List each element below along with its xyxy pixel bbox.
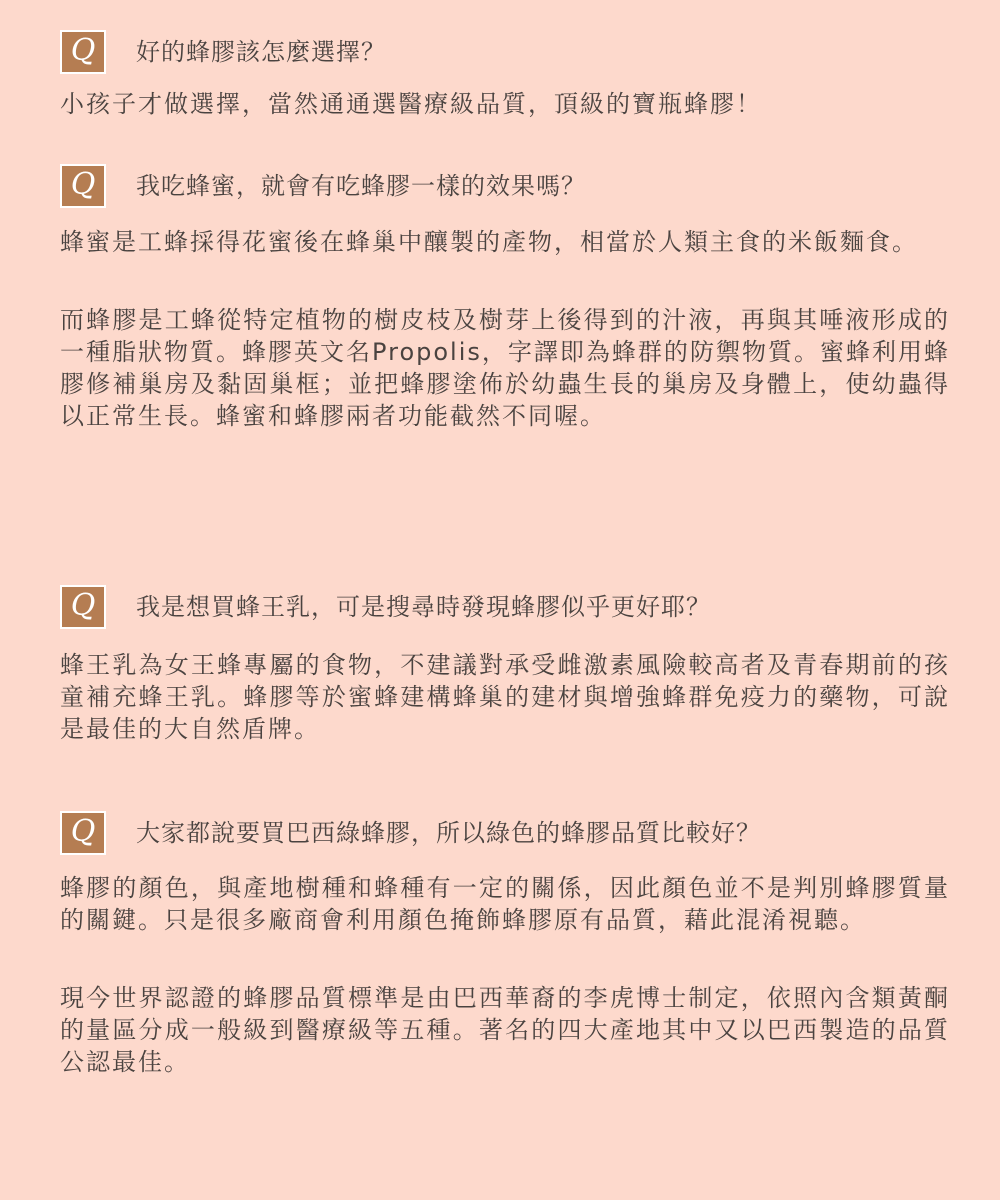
question-text: 我是想買蜂王乳，可是搜尋時發現蜂膠似乎更好耶？: [136, 593, 711, 621]
question-text: 好的蜂膠該怎麼選擇？: [136, 38, 386, 66]
faq-item-4: [60, 811, 950, 1078]
answer-paragraph: 小孩子才做選擇，當然通通選醫療級品質，頂級的寶瓶蜂膠！: [60, 90, 762, 118]
answer-paragraph: 蜂蜜是工蜂採得花蜜後在蜂巢中釀製的產物，相當於人類主食的米飯麵食。: [60, 228, 918, 256]
question-text: 大家都說要買巴西綠蜂膠，所以綠色的蜂膠品質比較好？: [136, 819, 761, 847]
q-badge-icon: [60, 811, 106, 855]
question-row: [60, 811, 950, 855]
question-text: 我吃蜂蜜，就會有吃蜂膠一樣的效果嗎？: [136, 172, 586, 200]
q-letter: Q: [70, 33, 96, 68]
q-letter: Q: [70, 588, 96, 623]
q-badge-icon: [60, 30, 106, 74]
q-badge-icon: [60, 164, 106, 208]
answer-paragraph: 蜂王乳為女王蜂專屬的食物，不建議對承受雌激素風險較高者及青春期前的孩童補充蜂王乳。蜂膠等於蜜蜂建構蜂巢的建材與增強蜂群免疫力的藥物，可說是最佳的大自然盾牌。: [60, 651, 950, 743]
faq-item-2: [60, 164, 950, 432]
answer-paragraph: 現今世界認證的蜂膠品質標準是由巴西華裔的李虎博士制定，依照內含類黃酮的量區分成一般級到醫療級等五種。著名的四大產地其中又以巴西製造的品質公認最佳。: [60, 984, 950, 1076]
question-row: [60, 585, 950, 629]
answer-paragraph: 而蜂膠是工蜂從特定植物的樹皮枝及樹芽上後得到的汁液，再與其唾液形成的一種脂狀物質。蜂膠英文名Propolis，字譯即為蜂群的防禦物質。蜜蜂利用蜂膠修補巢房及黏固巢框；並把蜂膠塗佈於幼蟲生長的巢房及身體上，使幼蟲得以正常生長。蜂蜜和蜂膠兩者功能截然不同喔。: [60, 306, 950, 430]
question-row: [60, 30, 950, 74]
q-letter: Q: [70, 167, 96, 202]
q-letter: Q: [70, 814, 96, 849]
question-row: [60, 164, 950, 208]
faq-item-3: [60, 585, 950, 745]
answer-paragraph: 蜂膠的顏色，與產地樹種和蜂種有一定的關係，因此顏色並不是判別蜂膠質量的關鍵。只是很多廠商會利用顏色掩飾蜂膠原有品質，藉此混淆視聽。: [60, 874, 950, 934]
faq-item-1: [60, 30, 950, 120]
q-badge-icon: [60, 585, 106, 629]
